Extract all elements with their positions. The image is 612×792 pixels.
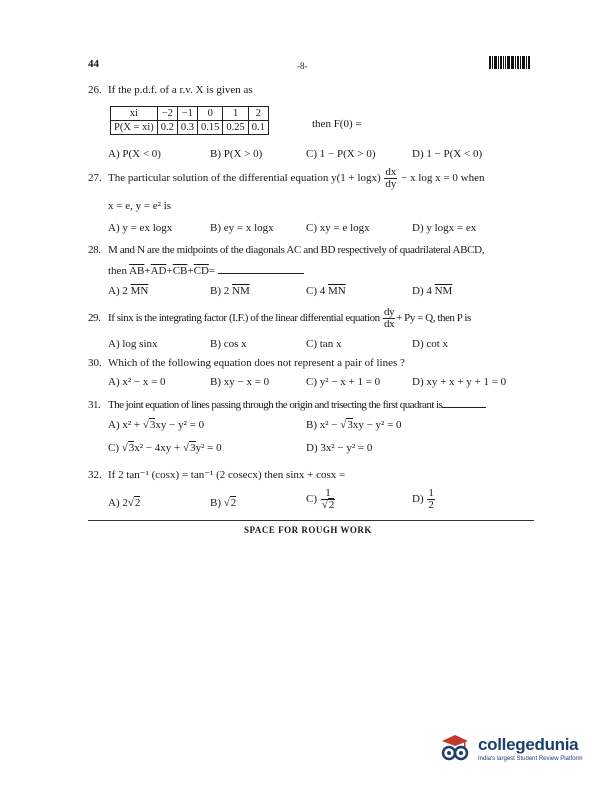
table-cell: 0.2 <box>157 121 177 135</box>
option-a: A) log sinx <box>108 338 158 350</box>
question-30-text: Which of the following equation does not represent a pair of lines ? <box>108 357 405 369</box>
question-31: 31. The joint equation of lines passing through the origin and trisecting the first quadrant is <box>88 398 486 411</box>
question-29: 29. If sinx is the integrating factor (I.F.) of the linear differential equation $\frac{dy}{dx}$ + Py = Q, then P is <box>88 306 471 330</box>
barcode <box>489 56 531 69</box>
question-32: 32. If 2 tan⁻¹ (cosx) = tan⁻¹ (2 cosecx) then sinx + cosx = <box>88 469 346 481</box>
question-27-text: The particular solution of the differential equation y(1 + logx) <box>108 172 381 185</box>
option-b: B) 2 $\overline{NM}$ <box>210 285 250 297</box>
fraction: $\frac{dy}{dx}$ <box>384 306 395 330</box>
option-a: A) x² − x = 0 <box>108 376 166 388</box>
fraction: $\frac{1}{2}$ <box>428 487 434 511</box>
option-c: C) √3x² − 4xy + √3y² = 0 <box>108 442 222 454</box>
vector: $\overline{AD}$ <box>150 265 167 277</box>
option-d: D) xy + x + y + 1 = 0 <box>412 376 507 388</box>
table-cell: −1 <box>177 107 197 121</box>
option-c: C) $\frac{1}{√2}$ <box>306 487 335 511</box>
logo-text <box>478 735 583 762</box>
graduate-owl-icon <box>438 731 472 765</box>
question-27-line2: x = e, y = e² is <box>108 200 172 212</box>
table-cell: xi <box>111 107 158 121</box>
option-c: C) 4 $\overline{MN}$ <box>306 285 346 297</box>
table-cell: 1 <box>223 107 248 121</box>
table-cell: 0.3 <box>177 121 197 135</box>
answer-blank <box>218 264 304 274</box>
divider <box>88 520 534 521</box>
logo-tagline: India's largest Student Review Platform <box>478 755 583 762</box>
fraction: $\frac{1}{√2}$ <box>321 487 335 511</box>
option-a: A) y = ex logx <box>108 222 173 234</box>
table-cell: −2 <box>157 107 177 121</box>
logo-name: collegedunia <box>478 734 579 754</box>
question-26-text: If the p.d.f. of a r.v. X is given as <box>108 84 253 96</box>
table-row <box>111 121 269 135</box>
table-cell: 0 <box>198 107 223 121</box>
option-b: B) P(X > 0) <box>210 148 263 160</box>
option-c: C) 1 − P(X > 0) <box>306 148 376 160</box>
question-31-text: The joint equation of lines passing through the origin and trisecting the first quadrant is <box>108 399 443 411</box>
table-row <box>111 107 269 121</box>
option-a: A) 2√2 <box>108 497 141 509</box>
question-30: 30. Which of the following equation does not represent a pair of lines ? <box>88 357 405 369</box>
option-d: D) y logx = ex <box>412 222 477 234</box>
question-26-suffix: then F(0) = <box>312 118 362 130</box>
option-d: D) $\frac{1}{2}$ <box>412 487 434 511</box>
vector: $\overline{AB}$ <box>129 265 145 277</box>
question-27: 27. The particular solution of the differential equation y(1 + logx) $\frac{dx}{dy}$ − x log x = 0 when <box>88 166 485 190</box>
table-cell: 2 <box>248 107 268 121</box>
table-cell: P(X = xi) <box>111 121 158 135</box>
question-28-text: M and N are the midpoints of the diagonals AC and BD respectively of quadrilateral ABCD, <box>108 244 485 256</box>
option-c: C) y² − x + 1 = 0 <box>306 376 381 388</box>
table-cell: 0.1 <box>248 121 268 135</box>
fraction: $\frac{dx}{dy}$ <box>385 166 397 190</box>
page-code: -8- <box>297 61 308 71</box>
rough-work-label: SPACE FOR ROUGH WORK <box>244 525 372 535</box>
answer-blank <box>442 398 486 408</box>
question-28-line2: then $\overline{AB}+\overline{AD}+\overline{CB}+\overline{CD}=$ <box>108 264 304 277</box>
table-cell: 0.15 <box>198 121 223 135</box>
pdf-table <box>110 106 269 135</box>
option-b: B) xy − x = 0 <box>210 376 270 388</box>
page-number: 44 <box>88 58 99 70</box>
option-d: D) 1 − P(X < 0) <box>412 148 483 160</box>
option-d: D) 4 $\overline{NM}$ <box>412 285 453 297</box>
collegedunia-logo <box>438 731 583 765</box>
option-b: B) x² − √3xy − y² = 0 <box>306 419 402 431</box>
option-a: A) 2 $\overline{MN}$ <box>108 285 149 297</box>
question-29-text: If sinx is the integrating factor (I.F.) of the linear differential equation <box>108 312 380 325</box>
question-32-text: If 2 tan⁻¹ (cosx) = tan⁻¹ (2 cosecx) then sinx + cosx = <box>108 469 346 481</box>
option-b: B) √2 <box>210 497 237 509</box>
option-b: B) ey = x logx <box>210 222 274 234</box>
question-28: 28. M and N are the midpoints of the diagonals AC and BD respectively of quadrilateral ABCD, <box>88 244 485 256</box>
vector: $\overline{CB}$ <box>172 265 188 277</box>
option-d: D) cot x <box>412 338 449 350</box>
option-b: B) cos x <box>210 338 247 350</box>
table-cell: 0.25 <box>223 121 248 135</box>
option-a: A) x² + √3xy − y² = 0 <box>108 419 205 431</box>
option-c: C) xy = e logx <box>306 222 370 234</box>
question-26: 26. If the p.d.f. of a r.v. X is given as <box>88 84 253 96</box>
option-c: C) tan x <box>306 338 342 350</box>
vector: $\overline{CD}$ <box>193 265 209 277</box>
option-d: D) 3x² − y² = 0 <box>306 442 373 454</box>
option-a: A) P(X < 0) <box>108 148 161 160</box>
